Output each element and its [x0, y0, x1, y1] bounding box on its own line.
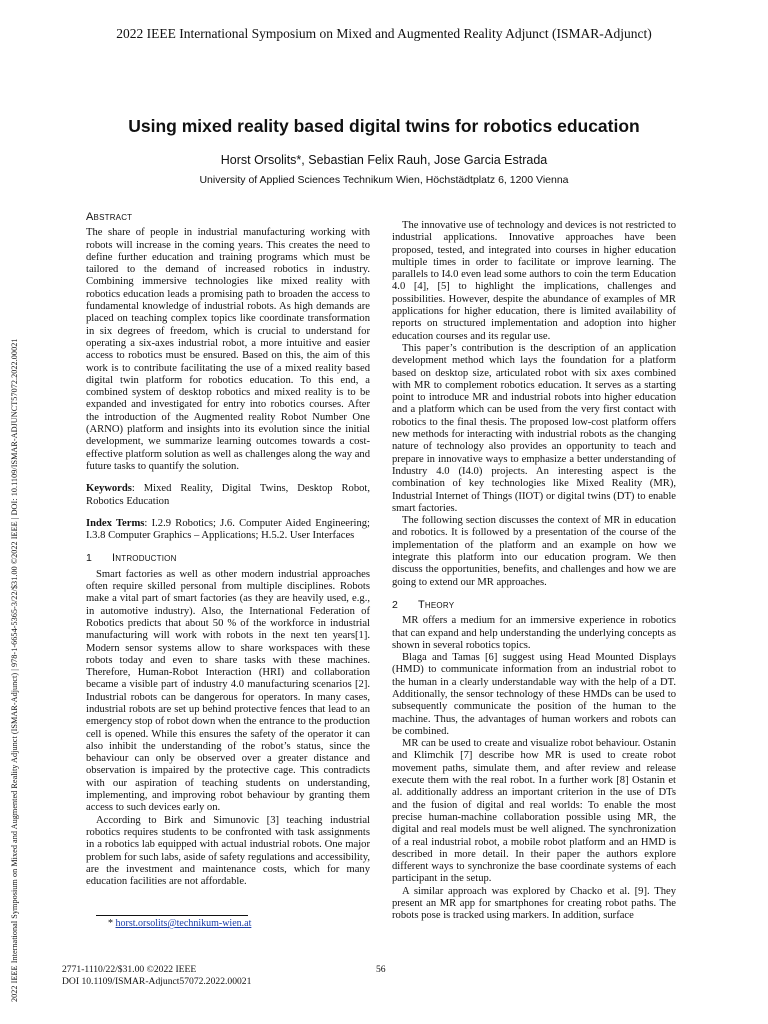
section-2-paragraph: MR can be used to create and visualize robot behaviour. Ostanin and Klimchik [7] describe how MR is used to create robot movement paths, simulate them, and after review and release execute them with the real robot. In a further work [8] Ostanin et al. additionally address an important criterion in the use of DTs and the fusion of digital and real worlds: To enable the most precise human-machine collaboration possible using MR, the digital and real models must be well aligned. The synchronization of a real industrial robot, a mobile robot platform and an HMD is described in more detail. In their paper the authors explore different ways to synchronize the base coordinate systems of each participant in the setup.: [392, 738, 676, 885]
index-terms-text: : I.2.9 Robotics; J.6. Computer Aided Engineering; I.3.8 Computer Graphics – Applications; H.5.2. User Interfaces: [86, 517, 370, 542]
side-note-text: 2022 IEEE International Symposium on Mixed and Augmented Reality Adjunct (ISMAR-Adjunct) | 978-1-6654-5365-3/22/$31.00 ©2022 IEEE | DOI: 10.1109/ISMAR-ADJUNCT57072.2022.00021: [10, 338, 19, 1002]
footer-price-line: 2771-1110/22/$31.00 ©2022 IEEE: [62, 964, 197, 975]
section-1-heading: 1 Introduction: [86, 552, 177, 565]
left-column: [86, 211, 370, 888]
paper-authors: Horst Orsolits*, Sebastian Felix Rauh, Jose Garcia Estrada: [220, 153, 548, 167]
footnote: [108, 918, 251, 929]
index-terms-label: Index Terms: [86, 517, 145, 529]
side-note: [10, 140, 22, 1002]
keywords: [86, 483, 370, 508]
keywords-text: : Mixed Reality, Digital Twins, Desktop Robot, Robotics Education: [86, 483, 370, 507]
footer-doi-line: DOI 10.1109/ISMAR-Adjunct57072.2022.00021: [62, 976, 252, 987]
abstract-text: The share of people in industrial manufacturing working with robots will increase in the coming years. This creates the need to define further education and training programs which must be tailored to the demand of increased robotics in industry. Combining immersive technologies like mixed reality with robotics education leads a promising path to broaden the access to fundamental knowledge of industrial robots. As high demands are placed on teaching complex topics like coordinate transformation in six degrees of freedom, which is crucial to understand for operating a six-axes industrial robot, a more intuitive and easier access to robotics must be ensured. Based on this, the aim of this work is to contribute facilitating the use of a mixed reality based digital twin platform for robotics education. To this end, a combined system of desktop robotics and mixed reality is to be expanded and investigated for entry into robotics courses. After the introduction of the Augmented reality Robot Number One (ARNO) platform and insights into its evolution since the initial development, we summarize learning outcomes towards a cost-effective platform solution as well as challenges along the way and future tasks to quantify the solution.: [86, 227, 370, 472]
right-column: [392, 220, 676, 923]
page-number: 56: [376, 964, 386, 975]
section-1-paragraph: Smart factories as well as other modern industrial approaches often require skilled personal from multiple disciplines. Robots make a vital part of smart factories (as they are heavily used, e.g., in automotive industry). Also, the International Federation of Robotics predicts that about 50 % of the workforce in industrial manufacturing will work with robots in the next ten years[1]. Modern sensor systems allow to share workspaces with these robots today and even to share tasks with these machines. Therefore, Human-Robot Interaction (HRI) and collaboration became a visible part of industry 4.0 manufacturing scenarios [2]. Industrial robots can be dangerous for operators. In many cases, industrial robots are set up behind protective fences that lead to an emergency stop of robot down when the entrance to the production cell is opened. While this ensures the safety of the operator it can also inhibit the understanding of the robot’s status, since the behaviour can only be observed over a greater distance and observation is impaired by the protective cage. This contradicts with our aspiration of teaching students on understanding, implementing, and improving robot behaviour by granting them access to such devices early on.: [86, 568, 370, 814]
intro-paragraph: The following section discusses the context of MR in education and robotics. It is followed by a presentation of the course of the implementation of the platform and an example on how we integrate this platform into our education program. We then discuss the opportunities, benefits, and challenges and how we are going to extend our MR approaches.: [392, 515, 676, 588]
footnote-marker: *: [108, 918, 116, 929]
intro-paragraph: The innovative use of technology and devices is not restricted to industrial applications. Innovative approaches have been proposed, tested, and integrated into courses in higher education multiple times in order to facilitate or improve learning. The parallels to I4.0 even lead some authors to coin the term Education 4.0 [4], [5] to highlight the implications, challenges and possibilities. However, despite the abundance of examples of MR applications for higher education, there is limited availability of reports on structured implementation and adoption into higher education courses and its regular use.: [392, 220, 676, 342]
index-terms: [86, 518, 370, 543]
abstract-heading: Abstract: [86, 211, 133, 223]
section-1-paragraph: According to Birk and Simunovic [3] teaching industrial robotics requires students to be confronted with task assignments in a robotics lab equipped with actual industrial robots. One major problem for such labs, aside of safety regulations and accessibility, are the investment and maintenance costs, which for many education facilities are not affordable.: [86, 814, 370, 888]
section-2-paragraph: A similar approach was explored by Chacko et al. [9]. They present an MR app for smartphones for creating robot paths. The robots pose is tracked using markers. In addition, surface: [392, 885, 676, 922]
section-2-paragraph: MR offers a medium for an immersive experience in robotics that can expand and help understanding the underlying concepts as shown in several robotics topics.: [392, 615, 676, 651]
section-2-heading: 2 Theory: [392, 598, 455, 611]
section-2-paragraph: Blaga and Tamas [6] suggest using Head Mounted Displays (HMD) to communicate information from an industrial robot to the human in a clearly understandable way with the help of a DT. Additionally, the sensor technology of these HMDs can be used to subsequently communicate the position of the human to the machine. Thus, the advantages of human workers and robots can be combined.: [392, 652, 676, 737]
intro-paragraph: This paper’s contribution is the description of an application development method which lays the foundation for a platform based on desktop size, articulated robot with six axes combined with MR to complement robotics education. It serves as a starting point to introduce MR and industrial robots into higher education and a platform which can be used from the very first contact with robotics to the final thesis. The proposed low-cost platform offers new methods for interacting with industrial robots as the changing nature of technology also provides an opportunity to teach and prepare in innovative ways to emphasize a better understanding of Industry 4.0 (I4.0) projects. An interesting aspect is the combination of key technologies like Mixed Reality (MR), Industrial Internet of Things (IIOT) or digital twins (DT) to enable smart factories.: [392, 342, 676, 514]
paper-title: Using mixed reality based digital twins for robotics education: [128, 116, 640, 136]
conference-header: 2022 IEEE International Symposium on Mixed and Augmented Reality Adjunct (ISMAR-Adjunct): [116, 26, 652, 41]
paper-affiliation: University of Applied Sciences Technikum Wien, Höchstädtplatz 6, 1200 Vienna: [199, 174, 569, 186]
keywords-label: Keywords: [86, 483, 132, 495]
footnote-rule: [96, 915, 248, 916]
footer-copyright: [62, 964, 251, 988]
author-email-link[interactable]: horst.orsolits@technikum-wien.at: [115, 918, 252, 929]
